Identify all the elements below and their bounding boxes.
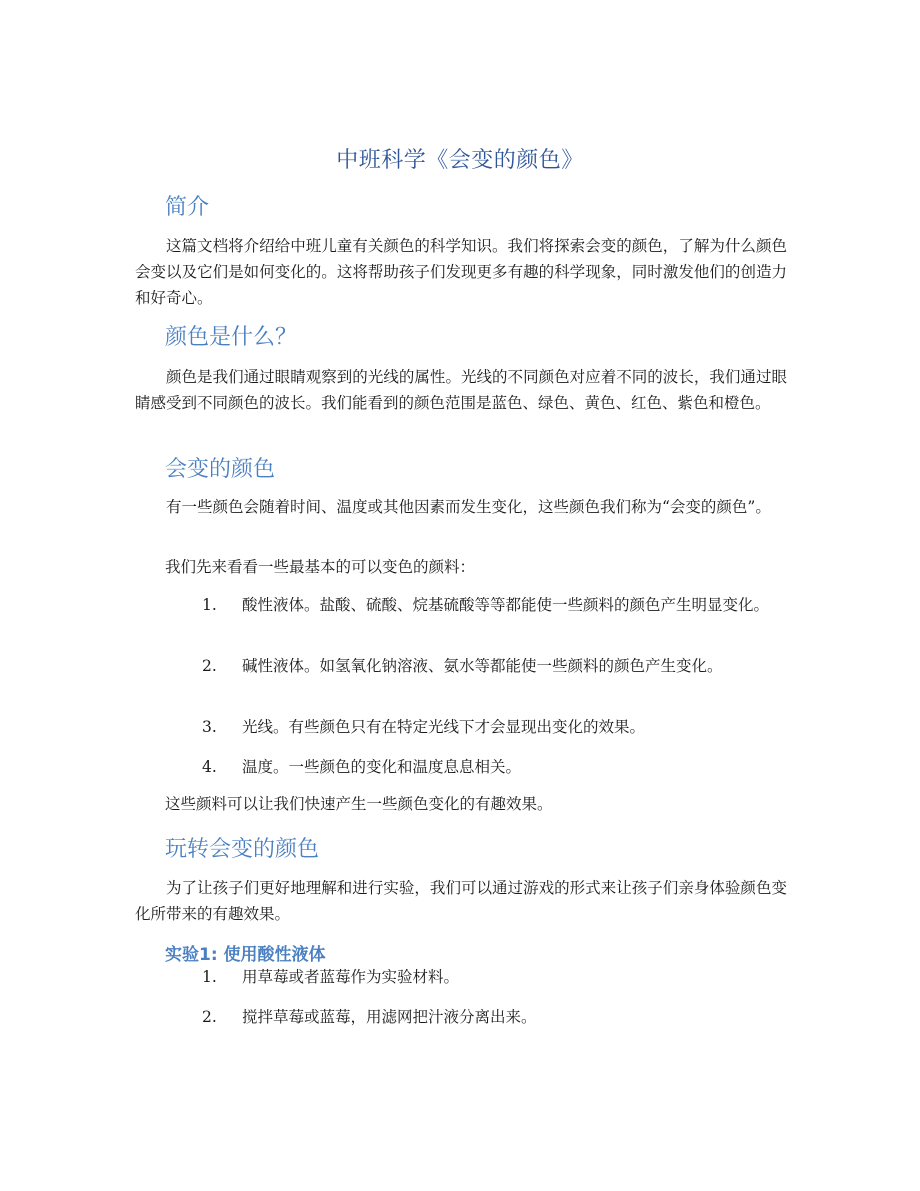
heading-what-is-color: 颜色是什么？ bbox=[165, 325, 298, 350]
document-title: 中班科学《会变的颜色》 bbox=[336, 148, 584, 173]
list-item-number: 1. bbox=[202, 596, 217, 614]
paragraph-play: 为了让孩子们更好地理解和进行实验，我们可以通过游戏的形式来让孩子们亲身体验颜色变化所带来的有趣效果。 bbox=[135, 879, 787, 923]
list-item bbox=[172, 754, 787, 780]
paragraph-intro: 这篇文档将介绍给中班儿童有关颜色的科学知识。我们将探索会变的颜色，了解为什么颜色会变以及它们是如何变化的。这将帮助孩子们发现更多有趣的科学现象，同时激发他们的创造力和好奇心。 bbox=[135, 237, 787, 307]
list-item-number: 2. bbox=[202, 1008, 217, 1026]
list-item bbox=[172, 592, 787, 618]
paragraph-changing-colors-3: 这些颜料可以让我们快速产生一些颜色变化的有趣效果。 bbox=[165, 795, 553, 813]
list-item bbox=[172, 653, 787, 679]
paragraph-changing-colors-2: 我们先来看看一些最基本的可以变色的颜料： bbox=[165, 558, 476, 576]
list-item bbox=[172, 714, 787, 740]
list-item-text: 酸性液体。盐酸、硫酸、烷基硫酸等等都能使一些颜料的颜色产生明显变化。 bbox=[242, 596, 770, 614]
list-item-text: 搅拌草莓或蓝莓，用滤网把汁液分离出来。 bbox=[242, 1008, 537, 1026]
list-item-text: 碱性液体。如氢氧化钠溶液、氨水等都能使一些颜料的颜色产生变化。 bbox=[242, 657, 723, 675]
paragraph-what-is-color: 颜色是我们通过眼睛观察到的光线的属性。光线的不同颜色对应着不同的波长，我们通过眼睛感受到不同颜色的波长。我们能看到的颜色范围是蓝色、绿色、黄色、红色、紫色和橙色。 bbox=[135, 368, 787, 412]
list-item-text: 光线。有些颜色只有在特定光线下才会显现出变化的效果。 bbox=[242, 718, 646, 736]
list-item bbox=[172, 964, 787, 990]
list-item bbox=[172, 1004, 787, 1030]
list-item-text: 温度。一些颜色的变化和温度息息相关。 bbox=[242, 758, 522, 776]
list-item-text: 用草莓或者蓝莓作为实验材料。 bbox=[242, 968, 460, 986]
list-item-number: 2. bbox=[202, 657, 217, 675]
heading-intro: 简介 bbox=[165, 195, 210, 220]
list-item-number: 4. bbox=[202, 758, 217, 776]
list-item-number: 3. bbox=[202, 718, 217, 736]
heading-changing-colors: 会变的颜色 bbox=[165, 457, 276, 482]
heading-experiment-1: 实验1: 使用酸性液体 bbox=[165, 945, 326, 965]
heading-play-with-colors: 玩转会变的颜色 bbox=[165, 837, 320, 862]
paragraph-changing-colors-1: 有一些颜色会随着时间、温度或其他因素而发生变化，这些颜色我们称为“会变的颜色”。 bbox=[166, 498, 771, 516]
list-item-number: 1. bbox=[202, 968, 217, 986]
